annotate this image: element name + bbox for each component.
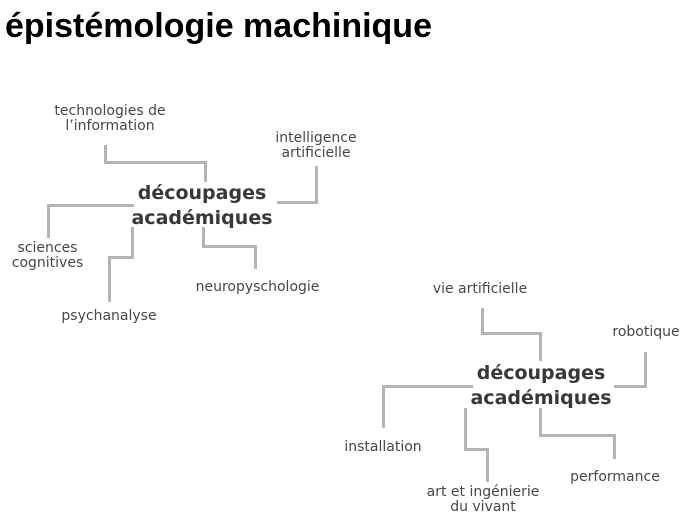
connector-segment: [382, 385, 385, 428]
connector-segment: [481, 332, 542, 335]
connector-segment: [277, 201, 318, 204]
connector-segment: [108, 256, 111, 302]
connector-segment: [644, 352, 647, 388]
node-sciences-cognitives: [0, 241, 95, 271]
node-intelligence-artificielle: [256, 131, 376, 161]
node-technologies-information: [40, 104, 180, 134]
hub-decoupages-academiques-left: [122, 181, 282, 231]
node-robotique: [606, 325, 686, 340]
hub-label: académiques: [131, 207, 273, 229]
connector-segment: [204, 161, 207, 182]
connector-segment: [539, 408, 542, 437]
node-label: psychanalyse: [61, 308, 157, 324]
node-performance: [565, 470, 665, 485]
node-label: sciences: [17, 240, 78, 256]
connector-segment: [613, 434, 616, 459]
node-label: l’information: [65, 118, 155, 134]
node-label: neuropyschologie: [195, 279, 320, 295]
connector-segment: [539, 332, 542, 361]
node-vie-artificielle: [420, 282, 540, 297]
connector-segment: [104, 161, 207, 164]
hub-decoupages-academiques-right: [461, 361, 621, 411]
connector-segment: [202, 245, 257, 248]
connector-segment: [481, 308, 484, 335]
connector-segment: [486, 448, 489, 482]
node-label: technologies de: [54, 103, 166, 119]
node-neuropyschologie: [180, 280, 335, 295]
node-label: performance: [570, 469, 660, 485]
node-label: intelligence: [275, 130, 357, 146]
node-art-ingenierie-vivant: [413, 485, 553, 515]
node-label: cognitives: [11, 255, 84, 271]
connector-segment: [131, 227, 134, 259]
node-psychanalyse: [49, 309, 169, 324]
hub-label: académiques: [470, 387, 612, 409]
node-label: du vivant: [450, 499, 516, 515]
node-label: art et ingénierie: [426, 484, 540, 500]
connector-segment: [254, 245, 257, 269]
node-label: artificielle: [281, 145, 351, 161]
connector-segment: [108, 256, 134, 259]
connector-segment: [464, 408, 467, 451]
node-label: robotique: [612, 324, 680, 340]
connector-segment: [539, 434, 616, 437]
connector-segment: [315, 166, 318, 204]
hub-label: découpages: [137, 182, 267, 204]
hub-label: découpages: [476, 362, 606, 384]
page-title: épistémologie machinique: [5, 7, 432, 45]
connector-segment: [382, 385, 473, 388]
connector-segment: [47, 204, 50, 238]
node-label: installation: [344, 439, 422, 455]
node-label: vie artificielle: [432, 281, 528, 297]
connector-segment: [47, 204, 134, 207]
node-installation: [333, 440, 433, 455]
